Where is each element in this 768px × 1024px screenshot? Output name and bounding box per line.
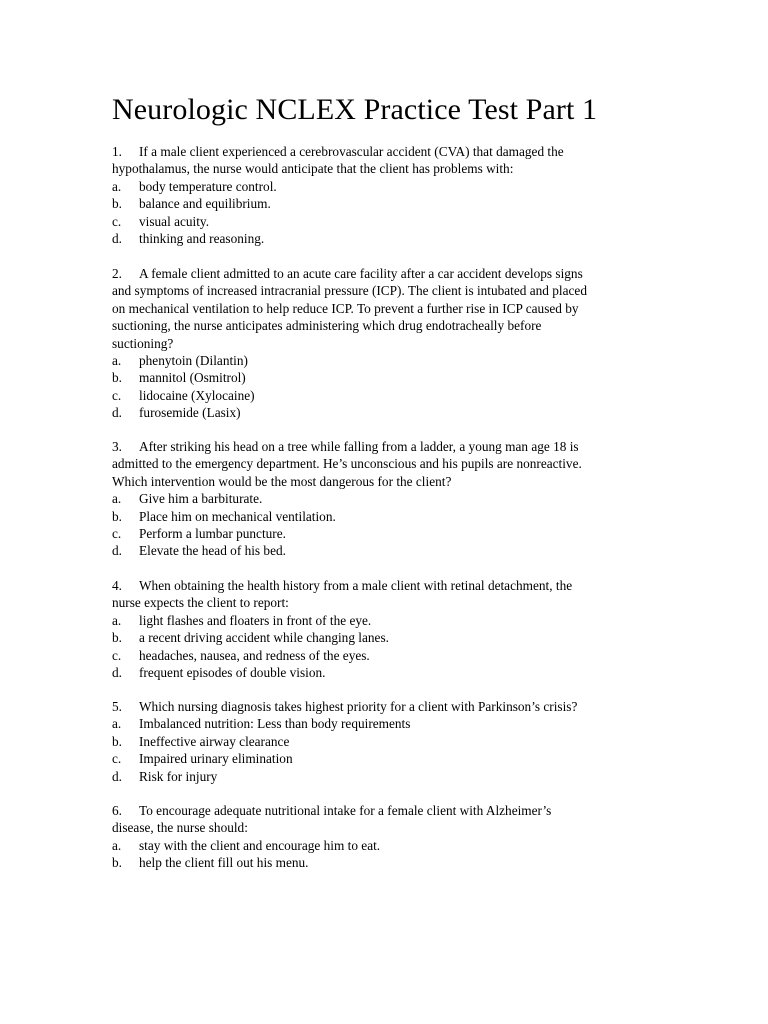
page-title: Neurologic NCLEX Practice Test Part 1 (112, 93, 598, 126)
question-number: 3. (112, 439, 122, 454)
answer-option (112, 195, 632, 212)
option-letter: a. (112, 716, 122, 732)
option-text: thinking and reasoning. (139, 231, 265, 247)
answer-option (112, 837, 632, 854)
answer-option (112, 750, 632, 767)
option-text: balance and equilibrium. (139, 196, 271, 212)
answer-option (112, 178, 632, 195)
question-1 (112, 143, 632, 247)
answer-option (112, 612, 632, 629)
option-text: furosemide (Lasix) (139, 405, 241, 421)
option-text: help the client fill out his menu. (139, 855, 309, 871)
option-text: Place him on mechanical ventilation. (139, 508, 336, 524)
question-stem-line: admitted to the emergency department. He’s unconscious and his pupils are nonreactive. (112, 456, 582, 472)
question-stem-line: 4. When obtaining the health history from a male client with retinal detachment, the (112, 578, 573, 593)
question-stem-line: nurse expects the client to report: (112, 595, 289, 611)
option-letter: d. (112, 231, 122, 247)
answer-option (112, 404, 632, 421)
option-letter: a. (112, 353, 122, 369)
answer-option (112, 629, 632, 646)
option-letter: d. (112, 665, 122, 681)
question-stem-line: 5. Which nursing diagnosis takes highest priority for a client with Parkinson’s crisis? (112, 699, 578, 714)
question-3 (112, 438, 632, 560)
answer-option (112, 387, 632, 404)
question-stem-line: hypothalamus, the nurse would anticipate that the client has problems with: (112, 161, 514, 177)
option-text: a recent driving accident while changing lanes. (139, 630, 389, 646)
answer-option (112, 542, 632, 559)
option-letter: a. (112, 491, 122, 507)
question-stem-line: on mechanical ventilation to help reduce ICP. To prevent a further rise in ICP caused by (112, 300, 579, 316)
question-number: 1. (112, 144, 122, 159)
option-text: Perform a lumbar puncture. (139, 526, 286, 542)
option-text: mannitol (Osmitrol) (139, 370, 246, 386)
option-letter: c. (112, 647, 122, 663)
question-6 (112, 802, 632, 872)
option-text: phenytoin (Dilantin) (139, 353, 248, 369)
option-letter: c. (112, 526, 122, 542)
option-letter: b. (112, 370, 122, 386)
option-letter: a. (112, 837, 122, 853)
option-letter: a. (112, 612, 122, 628)
option-text: visual acuity. (139, 213, 210, 229)
question-stem-line: disease, the nurse should: (112, 820, 248, 836)
question-number: 5. (112, 699, 122, 714)
question-stem-line: and symptoms of increased intracranial pressure (ICP). The client is intubated and placed (112, 283, 587, 299)
option-letter: c. (112, 387, 122, 403)
option-text: headaches, nausea, and redness of the eyes. (139, 647, 370, 663)
option-letter: d. (112, 405, 122, 421)
option-text: lidocaine (Xylocaine) (139, 387, 255, 403)
question-number: 6. (112, 803, 122, 818)
answer-option (112, 664, 632, 681)
answer-option (112, 525, 632, 542)
question-2 (112, 265, 632, 422)
question-stem-line: 1. If a male client experienced a cerebrovascular accident (CVA) that damaged the (112, 144, 564, 159)
question-stem-line: 6. To encourage adequate nutritional intake for a female client with Alzheimer’s (112, 803, 552, 818)
answer-option (112, 352, 632, 369)
option-letter: b. (112, 508, 122, 524)
answer-option (112, 733, 632, 750)
option-letter: c. (112, 213, 122, 229)
question-stem-line: suctioning, the nurse anticipates administering which drug endotracheally before (112, 318, 542, 334)
question-stem-line: 3. After striking his head on a tree while falling from a ladder, a young man age 18 is (112, 439, 579, 454)
answer-option (112, 213, 632, 230)
option-letter: b. (112, 196, 122, 212)
option-letter: c. (112, 751, 122, 767)
question-stem-line: Which intervention would be the most dangerous for the client? (112, 473, 452, 489)
option-letter: d. (112, 768, 122, 784)
question-5 (112, 698, 632, 785)
answer-option (112, 490, 632, 507)
option-text: Give him a barbiturate. (139, 491, 263, 507)
question-stem-line: suctioning? (112, 335, 174, 351)
question-4 (112, 577, 632, 681)
answer-option (112, 508, 632, 525)
question-number: 4. (112, 578, 122, 593)
answer-option (112, 715, 632, 732)
answer-option (112, 854, 632, 871)
option-text: Risk for injury (139, 768, 218, 784)
answer-option (112, 647, 632, 664)
answer-option (112, 768, 632, 785)
option-letter: b. (112, 630, 122, 646)
option-letter: d. (112, 543, 122, 559)
option-text: body temperature control. (139, 178, 277, 194)
question-stem-line: 2. A female client admitted to an acute care facility after a car accident develops signs (112, 266, 583, 281)
option-text: stay with the client and encourage him to eat. (139, 837, 381, 853)
answer-option (112, 369, 632, 386)
option-letter: b. (112, 855, 122, 871)
question-number: 2. (112, 266, 122, 281)
option-text: frequent episodes of double vision. (139, 665, 326, 681)
option-text: light flashes and floaters in front of the eye. (139, 612, 372, 628)
option-letter: a. (112, 178, 122, 194)
option-letter: b. (112, 733, 122, 749)
answer-option (112, 230, 632, 247)
option-text: Ineffective airway clearance (139, 733, 290, 749)
option-text: Impaired urinary elimination (139, 751, 293, 767)
option-text: Elevate the head of his bed. (139, 543, 286, 559)
option-text: Imbalanced nutrition: Less than body requirements (139, 716, 411, 732)
